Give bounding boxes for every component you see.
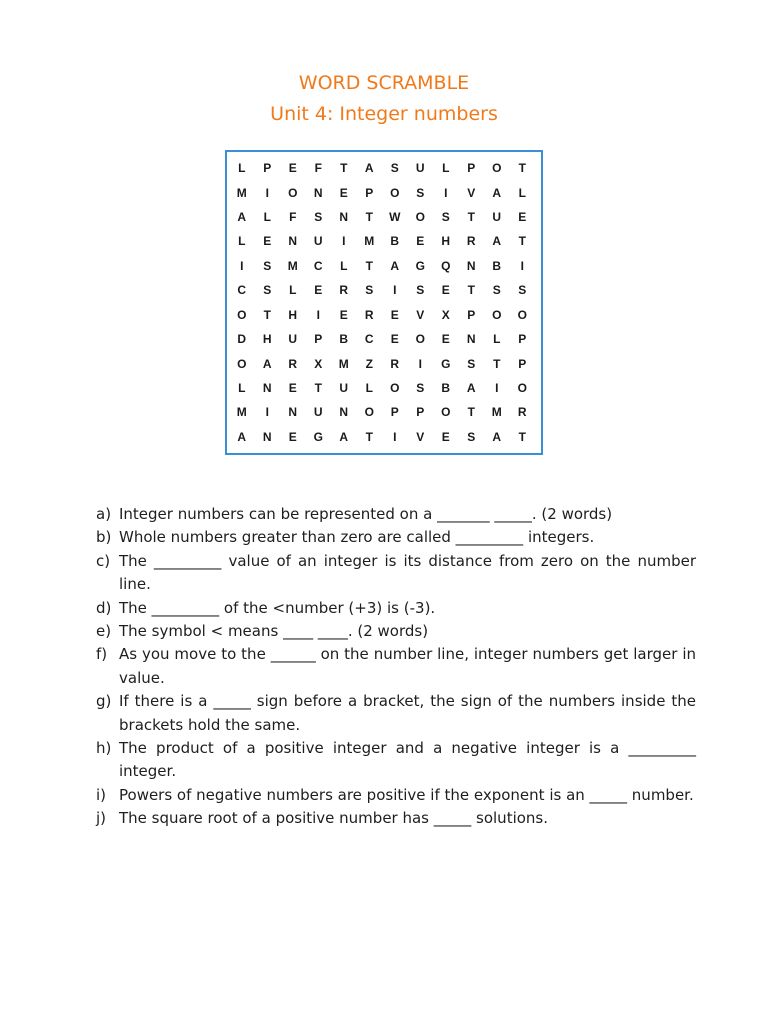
grid-letter: O (517, 307, 527, 322)
grid-letter: N (262, 429, 272, 444)
worksheet-title: WORD SCRAMBLE (298, 72, 470, 94)
question-list (96, 503, 696, 831)
grid-letter: Z (365, 356, 373, 371)
grid-letter: O (390, 380, 400, 395)
grid-letter: N (339, 405, 349, 420)
grid-letter: O (492, 161, 502, 176)
grid-letter: G (313, 429, 323, 444)
question-item (96, 503, 696, 526)
grid-letter: V (467, 185, 476, 200)
grid-letter: R (517, 405, 527, 420)
grid-letter: B (441, 380, 451, 395)
grid-letter: W (389, 210, 401, 225)
question-item (96, 643, 696, 690)
grid-letter: O (237, 307, 247, 322)
grid-letter: N (288, 234, 298, 249)
grid-letter: L (238, 380, 246, 395)
grid-letter: M (338, 356, 349, 371)
question-item (96, 597, 696, 620)
grid-letter: U (415, 161, 425, 176)
question-label: e) (96, 622, 112, 641)
grid-letter: X (441, 307, 450, 322)
grid-letter: P (467, 161, 476, 176)
grid-letter: T (365, 258, 373, 273)
grid-letter: P (263, 161, 272, 176)
question-label: j) (96, 809, 107, 828)
grid-letter: O (364, 405, 374, 420)
grid-letter: T (263, 307, 271, 322)
grid-letter: S (467, 356, 476, 371)
grid-letter: E (288, 161, 297, 176)
grid-letter: L (238, 234, 246, 249)
question-label: d) (96, 598, 112, 617)
grid-letter: I (240, 258, 244, 273)
grid-letter: E (416, 234, 425, 249)
question-text: The symbol < means ____ ____. (2 words) (119, 622, 429, 641)
grid-letter: O (492, 307, 502, 322)
question-item (96, 550, 696, 597)
grid-letter: A (237, 429, 247, 444)
grid-letter: L (238, 161, 246, 176)
grid-letter: S (263, 283, 272, 298)
grid-letter: O (415, 210, 425, 225)
grid-letter: T (340, 161, 348, 176)
grid-letter: N (288, 405, 298, 420)
grid-letter: V (416, 307, 425, 322)
grid-letter: P (365, 185, 374, 200)
grid-letter: E (441, 332, 450, 347)
question-text: The product of a positive integer and a negative integer is a _________ integer. (119, 739, 696, 781)
grid-letter: S (467, 429, 476, 444)
grid-letter: P (467, 307, 476, 322)
grid-letter: S (416, 283, 425, 298)
grid-letter: L (365, 380, 373, 395)
grid-letter: M (236, 405, 247, 420)
grid-letter: N (466, 332, 476, 347)
grid-letter: B (492, 258, 502, 273)
grid-letter: T (365, 210, 373, 225)
letter-grid (227, 152, 541, 453)
grid-letter: E (339, 307, 348, 322)
grid-letter: R (466, 234, 476, 249)
grid-letter: I (342, 234, 346, 249)
grid-letter: A (492, 185, 502, 200)
worksheet-subtitle: Unit 4: Integer numbers (270, 103, 498, 125)
grid-letter: H (441, 234, 451, 249)
grid-letter: L (442, 161, 450, 176)
question-label: g) (96, 692, 112, 711)
grid-letter: I (265, 405, 269, 420)
grid-letter: G (441, 356, 451, 371)
question-item (96, 526, 696, 549)
grid-letter: C (364, 332, 374, 347)
grid-letter: M (287, 258, 298, 273)
grid-letter: T (314, 380, 322, 395)
question-label: b) (96, 528, 112, 547)
question-text: Integer numbers can be represented on a _______ _____. (2 words) (119, 505, 613, 523)
grid-letter: L (340, 258, 348, 273)
grid-letter: L (289, 283, 297, 298)
grid-letter: H (262, 332, 272, 347)
grid-letter: M (364, 234, 375, 249)
grid-letter: I (393, 429, 397, 444)
question-item (96, 807, 696, 830)
question-text: If there is a _____ sign before a bracket, the sign of the numbers inside the brackets hold the same. (119, 692, 696, 734)
question-text: Whole numbers greater than zero are called _________ integers. (119, 528, 595, 547)
grid-letter: A (364, 161, 374, 176)
grid-letter: N (339, 210, 349, 225)
grid-letter: T (518, 161, 526, 176)
grid-letter: A (390, 258, 400, 273)
grid-letter: E (314, 283, 323, 298)
grid-letter: I (418, 356, 422, 371)
question-item (96, 784, 696, 807)
grid-letter: R (364, 307, 374, 322)
question-label: h) (96, 739, 112, 758)
question-label: a) (96, 505, 112, 523)
grid-letter: L (518, 185, 526, 200)
grid-letter: S (263, 258, 272, 273)
question-label: f) (96, 645, 108, 664)
grid-letter: R (339, 283, 349, 298)
grid-letter: O (390, 185, 400, 200)
grid-letter: O (415, 332, 425, 347)
grid-letter: T (467, 405, 475, 420)
grid-letter: T (518, 234, 526, 249)
grid-letter: R (390, 356, 400, 371)
grid-letter: P (518, 332, 527, 347)
question-label: i) (96, 785, 107, 804)
grid-letter: I (316, 307, 320, 322)
question-item (96, 690, 696, 737)
grid-letter: F (289, 210, 297, 225)
grid-letter: E (390, 332, 399, 347)
grid-letter: L (263, 210, 271, 225)
grid-letter: A (466, 380, 476, 395)
grid-letter: O (441, 405, 451, 420)
grid-letter: E (339, 185, 348, 200)
grid-letter: A (262, 356, 272, 371)
grid-letter: I (393, 283, 397, 298)
grid-letter: E (441, 283, 450, 298)
grid-letter: T (518, 429, 526, 444)
grid-letter: S (492, 283, 501, 298)
grid-letter: D (237, 332, 247, 347)
grid-letter: O (237, 356, 247, 371)
grid-letter: P (416, 405, 425, 420)
grid-letter: E (288, 429, 297, 444)
grid-letter: N (466, 258, 476, 273)
grid-letter: M (491, 405, 502, 420)
grid-letter: U (288, 332, 298, 347)
grid-letter: L (493, 332, 501, 347)
grid-letter: I (444, 185, 448, 200)
grid-letter: U (339, 380, 349, 395)
grid-letter: B (390, 234, 400, 249)
question-text: The _________ value of an integer is its distance from zero on the number line. (119, 551, 696, 594)
question-item (96, 737, 696, 784)
grid-letter: P (518, 356, 527, 371)
grid-letter: E (288, 380, 297, 395)
grid-letter: G (415, 258, 425, 273)
grid-letter: S (365, 283, 374, 298)
grid-letter: A (492, 429, 502, 444)
grid-letter: I (265, 185, 269, 200)
grid-letter: X (314, 356, 323, 371)
grid-letter: B (339, 332, 349, 347)
grid-letter: E (518, 210, 527, 225)
question-label: c) (96, 551, 111, 570)
grid-letter: S (390, 161, 399, 176)
grid-letter: T (493, 356, 501, 371)
grid-letter: C (237, 283, 247, 298)
grid-letter: R (288, 356, 298, 371)
grid-letter: N (262, 380, 272, 395)
grid-letter: S (518, 283, 527, 298)
grid-letter: Q (441, 258, 451, 273)
grid-letter: O (517, 380, 527, 395)
question-text: The square root of a positive number has _____ solutions. (119, 809, 549, 828)
word-search-grid (225, 150, 543, 455)
question-text: As you move to the ______ on the number line, integer numbers get larger in value. (119, 645, 696, 687)
grid-letter: T (467, 283, 475, 298)
grid-letter: C (313, 258, 323, 273)
grid-letter: O (288, 185, 298, 200)
grid-letter: I (495, 380, 499, 395)
grid-letter: A (492, 234, 502, 249)
grid-letter: P (390, 405, 399, 420)
grid-letter: A (339, 429, 349, 444)
grid-letter: V (416, 429, 425, 444)
grid-letter: S (314, 210, 323, 225)
grid-letter: P (314, 332, 323, 347)
grid-letter: T (467, 210, 475, 225)
grid-letter: U (492, 210, 502, 225)
grid-letter: S (416, 185, 425, 200)
grid-letter: S (441, 210, 450, 225)
grid-letter: T (365, 429, 373, 444)
grid-letter: E (390, 307, 399, 322)
grid-letter: H (288, 307, 298, 322)
grid-letter: U (313, 234, 323, 249)
question-item (96, 620, 696, 643)
grid-letter: E (441, 429, 450, 444)
grid-letter: M (236, 185, 247, 200)
grid-letter: N (313, 185, 323, 200)
grid-letter: S (416, 380, 425, 395)
question-text: Powers of negative numbers are positive if the exponent is an _____ number. (119, 785, 694, 804)
grid-letter: U (313, 405, 323, 420)
grid-letter: E (263, 234, 272, 249)
grid-letter: F (314, 161, 322, 176)
question-text: The _________ of the <number (+3) is (-3). (119, 598, 436, 617)
grid-letter: A (237, 210, 247, 225)
grid-letter: I (520, 258, 524, 273)
